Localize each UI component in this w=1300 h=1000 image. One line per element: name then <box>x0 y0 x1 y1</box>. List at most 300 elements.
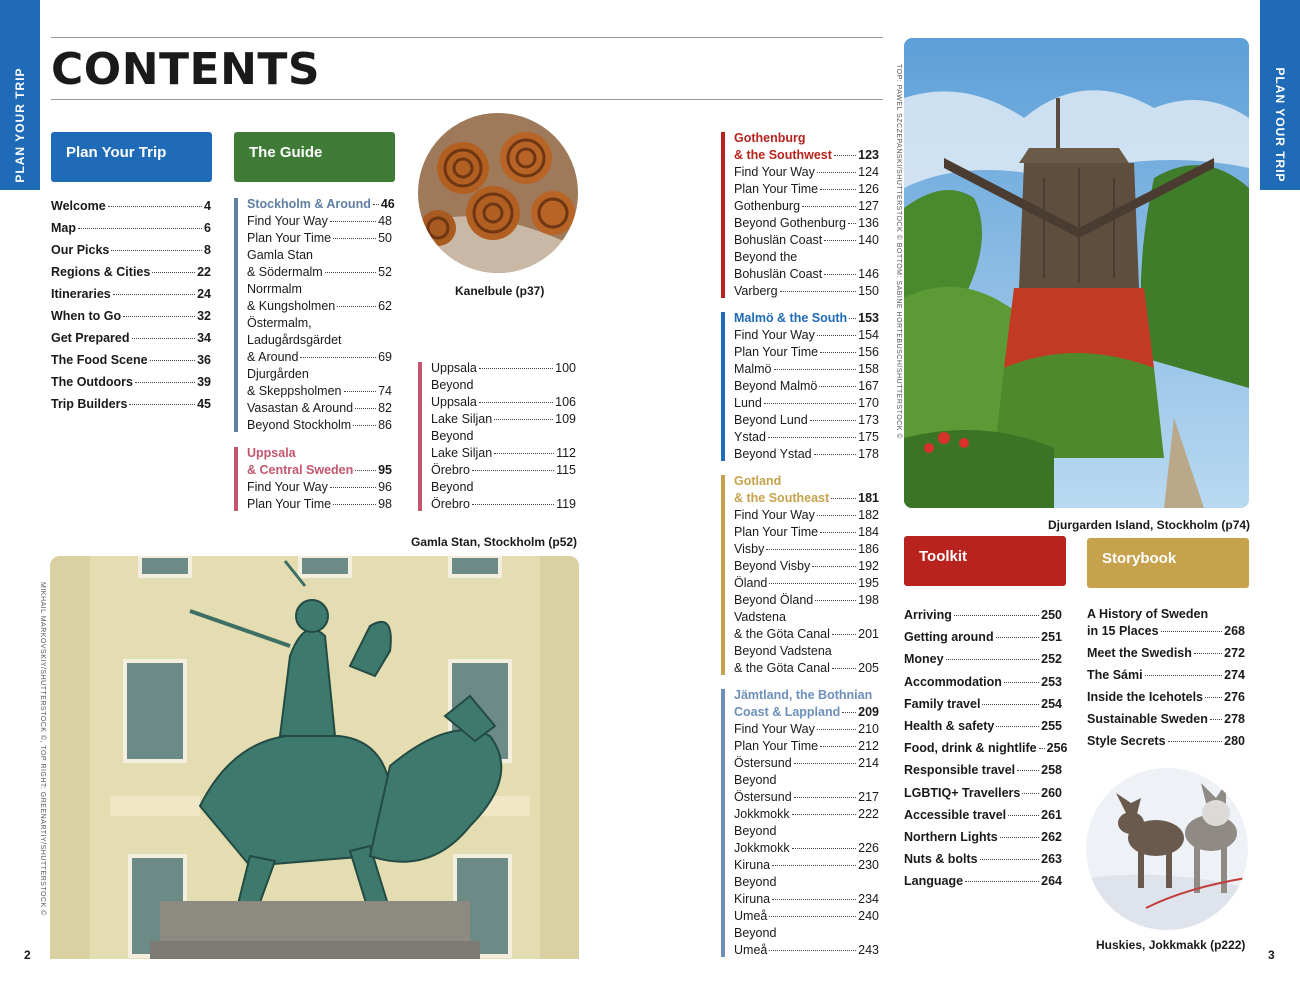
toc-entry[interactable] <box>431 394 576 411</box>
toc-entry-page: 154 <box>858 328 879 342</box>
toc-entry[interactable] <box>734 266 879 283</box>
toc-entry-label: Responsible travel <box>904 763 1016 778</box>
toc-entry[interactable] <box>734 507 879 524</box>
toc-entry[interactable] <box>247 264 392 281</box>
leader-dots <box>817 335 856 336</box>
toc-entry[interactable] <box>734 609 879 626</box>
toc-entry[interactable] <box>51 393 211 415</box>
toc-entry[interactable] <box>51 217 211 239</box>
toc-entry-label: & the Göta Canal <box>734 627 830 641</box>
leader-dots <box>1205 697 1222 698</box>
toc-entry[interactable] <box>431 496 576 513</box>
toc-entry-page: 260 <box>1041 785 1062 800</box>
leader-dots <box>1161 631 1223 632</box>
leader-dots <box>794 763 856 764</box>
toc-entry-label: Plan Your Time <box>734 345 819 359</box>
toc-entry[interactable] <box>904 693 1062 715</box>
toc-entry-page: 210 <box>858 722 879 736</box>
toc-entry-page: 106 <box>555 395 576 409</box>
toc-entry[interactable] <box>247 417 392 434</box>
toc-entry-label: Find Your Way <box>734 328 815 342</box>
toc-entry-label: Meet the Swedish <box>1087 646 1192 660</box>
section-gothenburg <box>721 130 879 300</box>
toc-entry-label: Lake Siljan <box>431 446 493 460</box>
toc-entry-label: Health & safety <box>904 719 995 734</box>
leader-dots <box>111 250 202 251</box>
toc-entry[interactable] <box>734 840 879 857</box>
toc-entry[interactable] <box>904 604 1062 626</box>
toc-entry-label: Language <box>904 874 964 889</box>
photo-kanelbule <box>418 113 578 273</box>
toc-entry[interactable] <box>431 462 576 479</box>
gothenburg-title[interactable]: & the Southwest 123 <box>734 148 879 162</box>
toc-entry-page: 272 <box>1224 646 1245 660</box>
toc-entry-page: 222 <box>858 807 879 821</box>
toolkit-heading[interactable]: Toolkit <box>904 536 1066 586</box>
toc-entry[interactable] <box>904 648 1062 670</box>
toc-entry-label: Umeå <box>734 943 768 957</box>
toc-entry-label: The Outdoors <box>51 375 133 389</box>
malmo-title[interactable]: Malmö & the South 153 <box>734 311 879 325</box>
leader-dots <box>333 504 376 505</box>
toc-entry[interactable] <box>904 715 1062 737</box>
leader-dots <box>337 306 376 307</box>
toc-entry-label: Nuts & bolts <box>904 852 978 867</box>
toc-entry-label: Kiruna <box>734 858 771 872</box>
leader-dots <box>78 228 202 229</box>
leader-dots <box>769 916 856 917</box>
section-gotland <box>721 473 879 677</box>
toc-entry-label: Jokkmokk <box>734 807 790 821</box>
uppsala-title-line1[interactable]: Uppsala <box>247 446 296 460</box>
toc-entry[interactable] <box>734 181 879 198</box>
gotland-title[interactable]: & the Southeast 181 <box>734 491 879 505</box>
toc-entry[interactable] <box>904 782 1062 804</box>
toc-entry[interactable] <box>734 823 879 840</box>
toc-entry-label: Sustainable Sweden <box>1087 712 1208 726</box>
toc-entry[interactable] <box>734 738 879 755</box>
toc-entry[interactable] <box>734 891 879 908</box>
storybook-first-line[interactable]: A History of Sweden <box>1087 607 1209 621</box>
toc-entry[interactable] <box>734 249 879 266</box>
uppsala-title[interactable]: & Central Sweden 95 <box>247 463 392 477</box>
toc-entry-label: The Food Scene <box>51 353 148 367</box>
leader-dots <box>1145 675 1223 676</box>
toc-entry-page: 136 <box>858 216 879 230</box>
toc-entry[interactable] <box>1087 664 1245 686</box>
toc-entry[interactable] <box>431 377 576 394</box>
toc-entry-label: Plan Your Time <box>734 182 819 196</box>
toc-entry[interactable] <box>431 428 576 445</box>
toc-entry-label: Our Picks <box>51 243 110 257</box>
toc-entry-page: 178 <box>858 447 879 461</box>
toc-entry-page: 251 <box>1041 630 1062 645</box>
toc-entry[interactable] <box>734 925 879 942</box>
toc-entry-label: Money <box>904 652 944 667</box>
toc-entry-label: Visby <box>734 542 765 556</box>
toc-entry-page: 184 <box>858 525 879 539</box>
toc-entry[interactable] <box>734 524 879 541</box>
toc-entry[interactable] <box>734 232 879 249</box>
page-title: CONTENTS <box>51 44 321 95</box>
toc-entry-page: 24 <box>197 287 211 301</box>
leader-dots <box>1039 748 1045 749</box>
toc-entry-page: 217 <box>858 790 879 804</box>
leader-dots <box>353 425 376 426</box>
section-malmo <box>721 310 879 463</box>
leader-dots <box>766 549 856 550</box>
gothenburg-title-line1[interactable]: Gothenburg <box>734 131 806 145</box>
toc-entry-page: 258 <box>1041 763 1062 778</box>
toc-entry[interactable] <box>904 737 1068 759</box>
toc-entry-label: Beyond Lund <box>734 413 808 427</box>
toc-entry[interactable] <box>734 283 879 300</box>
toc-entry-page: 22 <box>197 265 211 279</box>
toc-entry[interactable] <box>734 198 879 215</box>
leader-dots <box>780 291 857 292</box>
toc-entry[interactable] <box>734 755 879 772</box>
toc-entry[interactable] <box>734 446 879 463</box>
toc-entry[interactable] <box>51 349 211 371</box>
toc-entry[interactable] <box>904 870 1062 892</box>
toc-entry[interactable] <box>1087 686 1245 708</box>
toc-entry[interactable] <box>431 411 576 428</box>
toc-entry-label: Beyond <box>734 875 777 889</box>
toc-entry-label: Gamla Stan <box>247 248 314 262</box>
toc-entry[interactable] <box>734 575 879 592</box>
toc-entry[interactable] <box>51 371 211 393</box>
toc-entry[interactable] <box>734 558 879 575</box>
leader-dots <box>330 487 376 488</box>
leader-dots <box>123 316 195 317</box>
toc-entry[interactable] <box>734 164 879 181</box>
stockholm-title[interactable]: Stockholm & Around 46 <box>247 197 395 211</box>
leader-dots <box>479 402 553 403</box>
toc-entry-page: 45 <box>197 397 211 411</box>
leader-dots <box>980 859 1040 860</box>
toc-entry[interactable] <box>734 412 879 429</box>
toc-entry-label: Map <box>51 221 76 235</box>
toc-entry-label: Vasastan & Around <box>247 401 354 415</box>
toc-entry-page: 50 <box>378 231 392 245</box>
toc-entry-label: The Sámi <box>1087 668 1143 682</box>
toc-entry[interactable] <box>247 230 392 247</box>
toc-entry-label: Find Your Way <box>247 480 328 494</box>
toc-entry-page: 261 <box>1041 807 1062 822</box>
toc-entry-label: Itineraries <box>51 287 111 301</box>
toc-entry-page: 255 <box>1041 719 1062 734</box>
toc-entry[interactable] <box>734 721 879 738</box>
toc-entry-label: Uppsala <box>431 395 477 409</box>
toc-entry[interactable] <box>734 592 879 609</box>
photo-credit-left: MIKHAIL MARKOVSKIY/SHUTTERSTOCK ©, TOP RIGHT: GREENARTIY/SHUTTERSTOCK © <box>39 582 46 916</box>
toc-entry-label: Lund <box>734 396 762 410</box>
stockholm-list <box>247 196 395 434</box>
toc-entry[interactable] <box>734 806 879 823</box>
toc-entry-label: Östersund <box>734 756 792 770</box>
toc-entry[interactable] <box>247 298 392 315</box>
toc-entry[interactable] <box>431 479 576 496</box>
section-jamtland-bar <box>721 689 725 957</box>
toc-entry-page: 100 <box>555 361 576 375</box>
leader-dots <box>794 797 856 798</box>
toc-entry[interactable] <box>734 344 879 361</box>
leader-dots <box>792 814 857 815</box>
toc-entry[interactable] <box>734 215 879 232</box>
toc-entry[interactable] <box>247 213 392 230</box>
toc-entry[interactable] <box>247 332 392 349</box>
toc-entry[interactable] <box>734 857 879 874</box>
photo-credit-right: TOP: PAWEL SZCZEPANSKI/SHUTTERSTOCK © BOTTOM: SABINE HORTEBUSCH/SHUTTERSTOCK © <box>895 64 902 439</box>
toc-entry-label: Beyond Visby <box>734 559 811 573</box>
toc-entry-page: 280 <box>1224 734 1245 748</box>
toc-entry[interactable] <box>51 327 211 349</box>
toc-entry-label: Lake Siljan <box>431 412 493 426</box>
toc-entry[interactable] <box>51 305 211 327</box>
leader-dots <box>152 272 195 273</box>
toc-entry-label: Östermalm, <box>247 316 312 330</box>
toc-entry-label: Beyond <box>431 378 474 392</box>
toc-entry-page: 39 <box>197 375 211 389</box>
toc-entry-label: Find Your Way <box>734 508 815 522</box>
toc-entry[interactable] <box>734 942 879 959</box>
gotland-title-line1[interactable]: Gotland <box>734 474 782 488</box>
toc-entry-label: Örebro <box>431 463 470 477</box>
toc-entry[interactable] <box>247 400 392 417</box>
leader-dots <box>472 470 554 471</box>
toc-entry[interactable] <box>904 826 1062 848</box>
toc-entry-label: Öland <box>734 576 768 590</box>
section-uppsala-continued <box>418 360 576 513</box>
toc-entry-label: Welcome <box>51 199 106 213</box>
toc-entry-label: Beyond Ystad <box>734 447 812 461</box>
toc-entry-page: 243 <box>858 943 879 957</box>
toc-entry-label: & the Göta Canal <box>734 661 830 675</box>
leader-dots <box>768 437 856 438</box>
toc-entry-label: & Södermalm <box>247 265 323 279</box>
malmo-list <box>734 310 879 463</box>
caption-djurgarden: Djurgarden Island, Stockholm (p74) <box>1048 518 1251 532</box>
toc-entry-label: Ladugårdsgärdet <box>247 333 342 347</box>
toc-entry-page: 52 <box>378 265 392 279</box>
toc-entry-page: 8 <box>204 243 211 257</box>
toc-entry-label: Style Secrets <box>1087 734 1166 748</box>
title-rule <box>51 99 883 100</box>
photo-gamla-stan <box>50 556 579 959</box>
toc-entry-page: 212 <box>858 739 879 753</box>
leader-dots <box>129 404 195 405</box>
toc-entry-label: Ystad <box>734 430 766 444</box>
toc-entry[interactable] <box>51 261 211 283</box>
toc-entry-label: Beyond <box>734 926 777 940</box>
toc-entry[interactable] <box>431 360 576 377</box>
toc-entry-label: Get Prepared <box>51 331 130 345</box>
leader-dots <box>946 659 1040 660</box>
toc-entry-page: 119 <box>556 497 576 511</box>
toc-entry[interactable] <box>734 874 879 891</box>
top-rule <box>51 37 883 38</box>
section-stockholm <box>234 196 395 434</box>
toc-entry[interactable] <box>734 772 879 789</box>
toc-entry-page: 109 <box>555 412 576 426</box>
toc-entry[interactable] <box>1087 730 1245 752</box>
toc-entry[interactable] <box>734 361 879 378</box>
toc-entry-page: 167 <box>858 379 879 393</box>
toc-entry[interactable] <box>247 247 392 264</box>
leader-dots <box>764 403 856 404</box>
page-number-right: 3 <box>1268 948 1275 962</box>
uppsala-continued-list <box>431 360 576 513</box>
leader-dots <box>333 238 376 239</box>
leader-dots <box>1168 741 1223 742</box>
toc-entry[interactable] <box>734 429 879 446</box>
toc-entry-label: Find Your Way <box>734 722 815 736</box>
toc-entry[interactable] <box>734 660 879 677</box>
toc-entry-page: 264 <box>1041 874 1062 889</box>
side-tab-left-label: PLAN YOUR TRIP <box>13 67 27 183</box>
toc-entry-label: Food, drink & nightlife <box>904 741 1037 756</box>
toc-entry-label: Plan Your Time <box>734 739 819 753</box>
toc-entry[interactable] <box>734 541 879 558</box>
toc-entry[interactable] <box>51 283 211 305</box>
the-guide-heading[interactable]: The Guide <box>234 132 395 182</box>
toc-entry-page: 262 <box>1041 830 1062 845</box>
toc-entry[interactable] <box>247 479 392 496</box>
toc-entry-label: LGBTIQ+ Travellers <box>904 785 1021 800</box>
toc-entry-page: 205 <box>858 661 879 675</box>
toc-entry-page: 268 <box>1224 624 1245 638</box>
toc-entry[interactable] <box>734 327 879 344</box>
toc-entry[interactable] <box>734 643 879 660</box>
leader-dots <box>824 240 856 241</box>
toc-entry-label: Accessible travel <box>904 807 1007 822</box>
toc-entry-page: 156 <box>858 345 879 359</box>
toc-entry-page: 173 <box>858 413 879 427</box>
leader-dots <box>1194 653 1222 654</box>
toc-entry-label: Accommodation <box>904 674 1002 689</box>
toc-entry-page: 126 <box>858 182 879 196</box>
toc-entry[interactable] <box>1087 620 1245 642</box>
toc-entry-page: 112 <box>556 446 576 460</box>
toc-entry-page: 253 <box>1041 674 1062 689</box>
leader-dots <box>772 865 856 866</box>
toc-entry-label: Jokkmokk <box>734 841 790 855</box>
toc-entry[interactable] <box>431 445 576 462</box>
leader-dots <box>832 668 856 669</box>
toc-entry-page: 214 <box>858 756 879 770</box>
toc-entry-page: 170 <box>858 396 879 410</box>
toc-entry-label: Northern Lights <box>904 830 998 845</box>
toc-entry[interactable] <box>904 626 1062 648</box>
toc-entry-label: When to Go <box>51 309 122 323</box>
toc-entry-label: Beyond <box>431 429 474 443</box>
toc-entry[interactable] <box>734 626 879 643</box>
leader-dots <box>820 532 856 533</box>
toc-entry[interactable] <box>904 804 1062 826</box>
toc-entry[interactable] <box>51 239 211 261</box>
leader-dots <box>774 369 857 370</box>
toc-entry-label: Vadstena <box>734 610 786 624</box>
toc-entry-page: 96 <box>378 480 392 494</box>
leader-dots <box>113 294 195 295</box>
toc-entry-label: Bohuslän Coast <box>734 267 823 281</box>
toc-entry[interactable] <box>734 378 879 395</box>
leader-dots <box>810 420 856 421</box>
leader-dots <box>848 223 856 224</box>
toc-entry-label: Beyond <box>734 824 777 838</box>
leader-dots <box>792 848 857 849</box>
toc-entry-page: 278 <box>1224 712 1245 726</box>
toc-entry-page: 274 <box>1224 668 1245 682</box>
toc-entry[interactable] <box>51 195 211 217</box>
toc-entry-label: Östersund <box>734 790 792 804</box>
toc-entry[interactable] <box>734 908 879 925</box>
section-gothenburg-bar <box>721 132 725 298</box>
leader-dots <box>814 454 857 455</box>
toc-entry[interactable] <box>247 281 392 298</box>
toc-entry[interactable] <box>904 848 1062 870</box>
toc-entry-label: & Skeppsholmen <box>247 384 342 398</box>
toc-entry-page: 115 <box>556 463 576 477</box>
toc-entry-label: Uppsala <box>431 361 477 375</box>
toc-entry[interactable] <box>247 349 392 366</box>
toc-entry-page: 98 <box>378 497 392 511</box>
toc-entry-label: Beyond Vadstena <box>734 644 832 658</box>
toc-entry-page: 127 <box>858 199 879 213</box>
toc-entry[interactable] <box>1087 642 1245 664</box>
toc-entry-label: Kiruna <box>734 892 771 906</box>
caption-gamla-stan: Gamla Stan, Stockholm (p52) <box>411 535 578 549</box>
gamla-stan-image <box>50 556 579 959</box>
page-number-left: 2 <box>24 948 31 962</box>
toc-entry-page: 82 <box>378 401 392 415</box>
leader-dots <box>494 453 554 454</box>
toc-entry-page: 256 <box>1046 741 1068 756</box>
toc-entry-page: 250 <box>1041 608 1062 622</box>
jamtland-title[interactable]: Coast & Lappland 209 <box>734 705 879 719</box>
toc-entry[interactable] <box>904 759 1062 781</box>
toc-entry[interactable] <box>1087 708 1245 730</box>
toc-entry-page: 32 <box>197 309 211 323</box>
toc-entry[interactable] <box>734 395 879 412</box>
toc-entry[interactable] <box>904 671 1062 693</box>
toc-entry[interactable] <box>247 383 392 400</box>
leader-dots <box>772 899 856 900</box>
side-tab-left <box>0 0 40 190</box>
toc-entry[interactable] <box>247 315 392 332</box>
uppsala-list <box>247 445 392 513</box>
plan-your-trip-heading[interactable]: Plan Your Trip <box>51 132 212 182</box>
storybook-heading[interactable]: Storybook <box>1087 538 1249 588</box>
leader-dots <box>132 338 196 339</box>
caption-kanelbule: Kanelbule (p37) <box>455 284 545 298</box>
toc-entry[interactable] <box>247 366 392 383</box>
toc-entry-page: 158 <box>858 362 879 376</box>
leader-dots <box>325 272 376 273</box>
toc-entry-page: 6 <box>204 221 211 235</box>
toc-entry[interactable] <box>247 496 392 513</box>
huskies-image <box>1086 768 1248 930</box>
leader-dots <box>820 352 856 353</box>
leader-dots <box>817 172 856 173</box>
toc-entry[interactable] <box>734 789 879 806</box>
caption-huskies: Huskies, Jokkmakk (p222) <box>1096 938 1246 952</box>
leader-dots <box>1022 793 1039 794</box>
jamtland-title-line1[interactable]: Jämtland, the Bothnian <box>734 688 873 702</box>
leader-dots <box>494 419 553 420</box>
toc-entry-label: Find Your Way <box>734 165 815 179</box>
toc-entry-label: Beyond the <box>734 250 798 264</box>
